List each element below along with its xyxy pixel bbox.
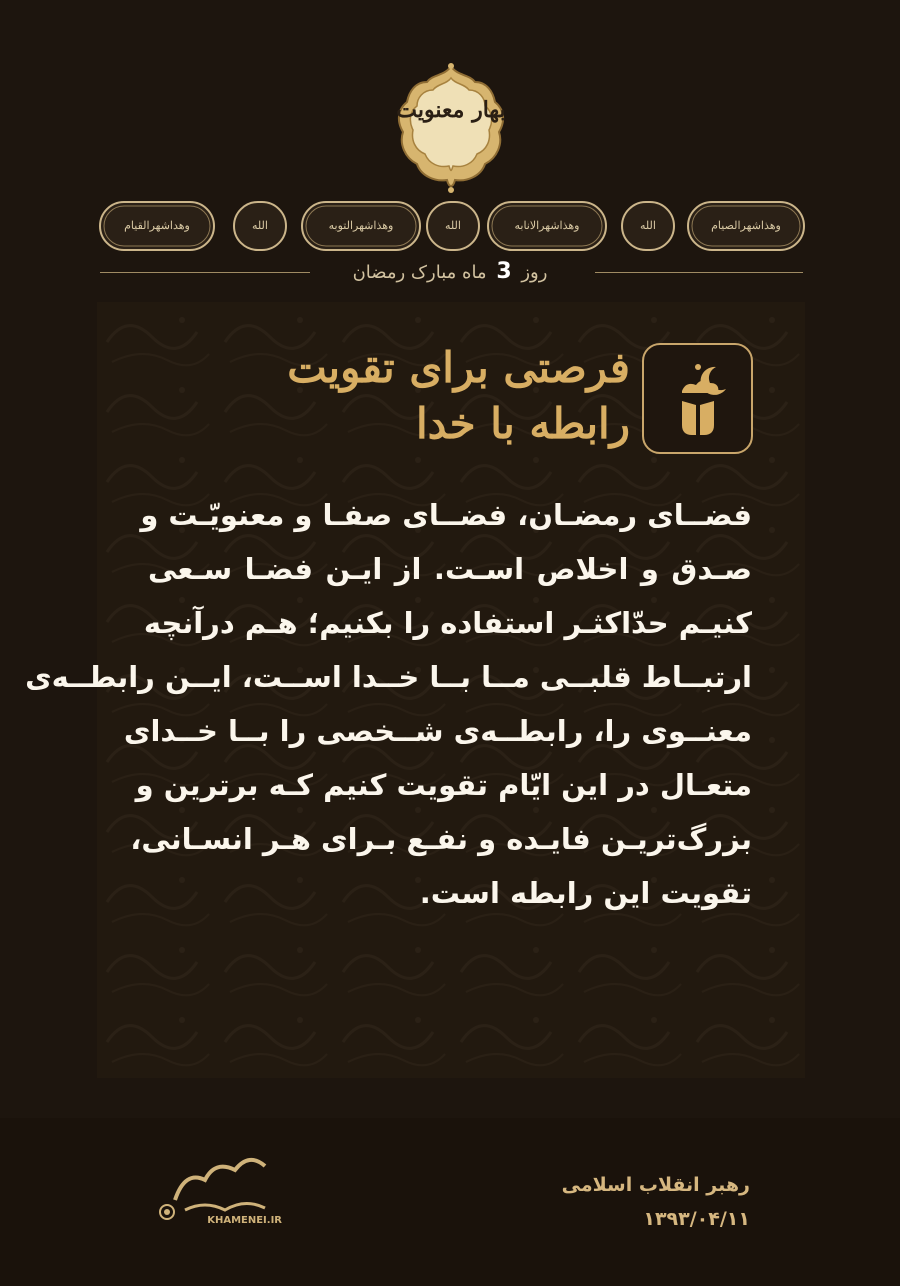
attribution-date: ۱۳۹۳/۰۴/۱۱ bbox=[643, 1208, 750, 1230]
divider-left bbox=[100, 272, 310, 273]
body-line: فضــای رمضـان، فضــای صفـا و معنویّـت و bbox=[140, 498, 752, 532]
medallion-3 bbox=[300, 200, 422, 252]
hands-praying-under-moon-icon bbox=[642, 343, 753, 454]
medallion-label: وهداشهرالقیام bbox=[124, 219, 190, 232]
body-line: تقویت این رابطه است. bbox=[419, 876, 752, 910]
emblem-badge bbox=[395, 62, 507, 194]
body-line: بزرگ‌تریـن فایـده و نفـع بـرای هـر انسـانی، bbox=[130, 822, 752, 856]
body-line: صـدق و اخلاص اسـت. از ایـن فضـا سـعی bbox=[148, 552, 752, 586]
medallion-label: وهذاشهرالانابه bbox=[514, 219, 580, 232]
medallion-2 bbox=[232, 200, 288, 252]
medallion-label: وهذاشهرالتوبه bbox=[328, 219, 394, 232]
logo-text: KHAMENEI.IR bbox=[207, 1215, 282, 1226]
quote-body bbox=[25, 488, 752, 920]
day-number: 3 bbox=[496, 259, 512, 284]
title-line-2: رابطه با خدا bbox=[415, 399, 630, 448]
attribution-name: رهبر انقلاب اسلامی bbox=[561, 1174, 750, 1196]
day-label bbox=[300, 259, 600, 284]
day-suffix: ماه مبارک رمضان bbox=[352, 262, 487, 283]
day-prefix: روز bbox=[521, 262, 548, 283]
attribution bbox=[560, 1168, 750, 1236]
medallion-1 bbox=[98, 200, 216, 252]
medallion-row bbox=[98, 200, 806, 252]
khamenei-logo bbox=[145, 1140, 285, 1250]
medallion-label: وهذاشهرالصیام bbox=[711, 219, 781, 232]
medallion-6 bbox=[620, 200, 676, 252]
body-line: ارتبــاط قلبــی مــا بــا خــدا اســت، ایــن رابطــه‌ی bbox=[25, 660, 752, 694]
medallion-5 bbox=[486, 200, 608, 252]
divider-right bbox=[595, 272, 803, 273]
medallion-label: الله bbox=[252, 219, 268, 232]
footer bbox=[0, 1118, 900, 1286]
card-title bbox=[287, 340, 630, 452]
title-line-1: فرصتی برای تقویت bbox=[287, 343, 630, 392]
body-line: معنــوی را، رابطــه‌ی شــخصی را بــا خــدای bbox=[123, 714, 752, 748]
medallion-label: الله bbox=[640, 219, 656, 232]
body-line: کنیـم حدّاکثـر استفاده را بکنیم؛ هـم درآنچه bbox=[143, 606, 752, 640]
body-line: متعـال در این ایّام تقویت کنیم کـه برترین و bbox=[135, 768, 752, 802]
medallion-7 bbox=[686, 200, 806, 252]
medallion-label: الله bbox=[445, 219, 461, 232]
emblem-title: بهار معنویت bbox=[396, 97, 506, 123]
medallion-4 bbox=[425, 200, 481, 252]
